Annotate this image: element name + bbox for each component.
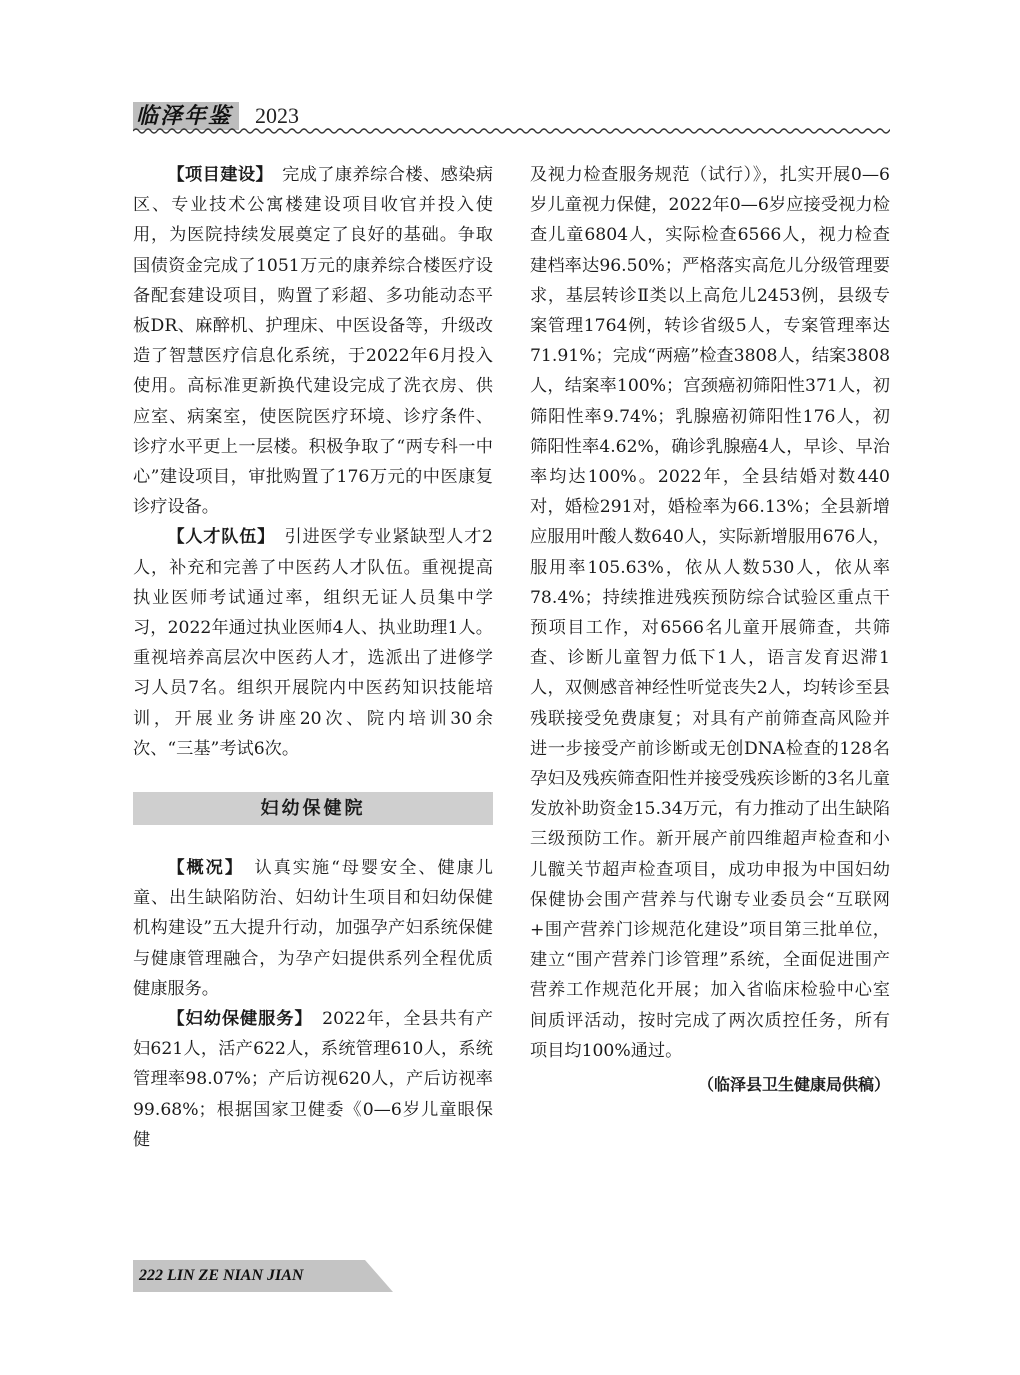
paragraph-continued-services: 及视力检查服务规范（试行）》，扎实开展0—6岁儿童视力保健，2022年0—6岁应接受视力检查儿童6804人，实际检查6566人，视力检查建档率达96.50%；严格落实高危儿分级管理要求，基层转诊Ⅱ类以上高危儿2453例，县级专案管理1764例，转诊省级5人，专案管理率达71.91%；完成“两癌”检查3808人，结案3808人，结案率100%；宫颈癌初筛阳性371人，初筛阳性率9.74%；乳腺癌初筛阳性176人，初筛阳性率4.62%，确诊乳腺癌4人，早诊、早治率均达100%。2022年，全县结婚对数440对，婚检291对，婚检率为66.13%；全县新增应服用叶酸人数640人，实际新增服用676人，服用率105.63%，依从人数530人，依从率78.4%；持续推进残疾预防综合试验区重点干预项目工作，对6566名儿童开展筛查，共筛查、诊断儿童智力低下1人，语言发育迟滞1人，双侧感音神经性听觉丧失2人，均转诊至县残联接受免费康复；对具有产前筛查高风险并进一步接受产前诊断或无创DNA检查的128名孕妇及残疾筛查阳性并接受残疾诊断的3名儿童发放补助资金15.34万元，有力推动了出生缺陷三级预防工作。新开展产前四维超声检查和小儿髋关节超声检查项目，成功申报为中国妇幼保健协会围产营养与代谢专业委员会“互联网+围产营养门诊规范化建设”项目第三批单位，建立“围产营养门诊管理”系统，全面促进围产营养工作规范化开展；加入省临床检验中心室间质评活动，按时完成了两次质控任务，所有项目均100%通过。: [530, 165, 890, 1061]
left-column: [133, 160, 493, 1155]
yearbook-year: 2023: [255, 103, 299, 128]
header-wave-rule: [133, 126, 890, 136]
source-credit: （临泽县卫生健康局供稿）: [697, 1075, 890, 1095]
running-title: LIN ZE NIAN JIAN: [167, 1267, 304, 1284]
right-column: [530, 160, 890, 1100]
paragraph-talent-team: [133, 522, 493, 764]
text-overview: 认真实施“母婴安全、健康儿童、出生缺陷防治、妇幼计生项目和妇幼保健机构建设”五大提升行动，加强孕产妇系统保健与健康管理融合，为孕产妇提供系列全程优质健康服务。: [133, 858, 493, 999]
keyword-overview: 【概况】: [167, 858, 236, 879]
page-footer: [133, 1260, 393, 1292]
keyword-project-construction: 【项目建设】: [167, 165, 265, 185]
keyword-maternal-child-services: 【妇幼保健服务】: [167, 1009, 305, 1030]
paragraph-maternal-child-services: [133, 1004, 493, 1155]
page-header: [133, 100, 890, 136]
page-number: 222: [139, 1267, 163, 1284]
section-heading-maternal-child-hospital: 妇幼保健院: [133, 792, 493, 825]
footer-label: [139, 1264, 303, 1288]
text-project-construction: 完成了康养综合楼、感染病区、专业技术公寓楼建设项目收官并投入使用，为医院持续发展奠定了良好的基础。争取国债资金完成了1051万元的康养综合楼医疗设备配套建设项目，购置了彩超、多功能动态平板DR、麻醉机、护理床、中医设备等，升级改造了智慧医疗信息化系统，于2022年6月投入使用。高标准更新换代建设完成了洗衣房、供应室、病案室，使医院医疗环境、诊疗条件、诊疗水平更上一层楼。积极争取了“两专科一中心”建设项目，审批购置了176万元的中医康复诊疗设备。: [133, 165, 493, 518]
paragraph-overview: [133, 853, 493, 1004]
text-maternal-child-services: 2022年，全县共有产妇621人，活产622人，系统管理610人，系统管理率98.07%；产后访视620人，产后访视率99.68%；根据国家卫健委《0—6岁儿童眼保健: [133, 1009, 493, 1150]
keyword-talent-team: 【人才队伍】: [167, 527, 267, 548]
yearbook-title: 临泽年鉴: [133, 102, 239, 130]
text-talent-team: 引进医学专业紧缺型人才2人，补充和完善了中医药人才队伍。重视提高执业医师考试通过率，组织无证人员集中学习，2022年通过执业医师4人、执业助理1人。重视培养高层次中医药人才，选派出了进修学习人员7名。组织开展院内中医药知识技能培训，开展业务讲座20次、院内培训30余次、“三基”考试6次。: [133, 527, 493, 759]
paragraph-project-construction: [133, 160, 493, 522]
